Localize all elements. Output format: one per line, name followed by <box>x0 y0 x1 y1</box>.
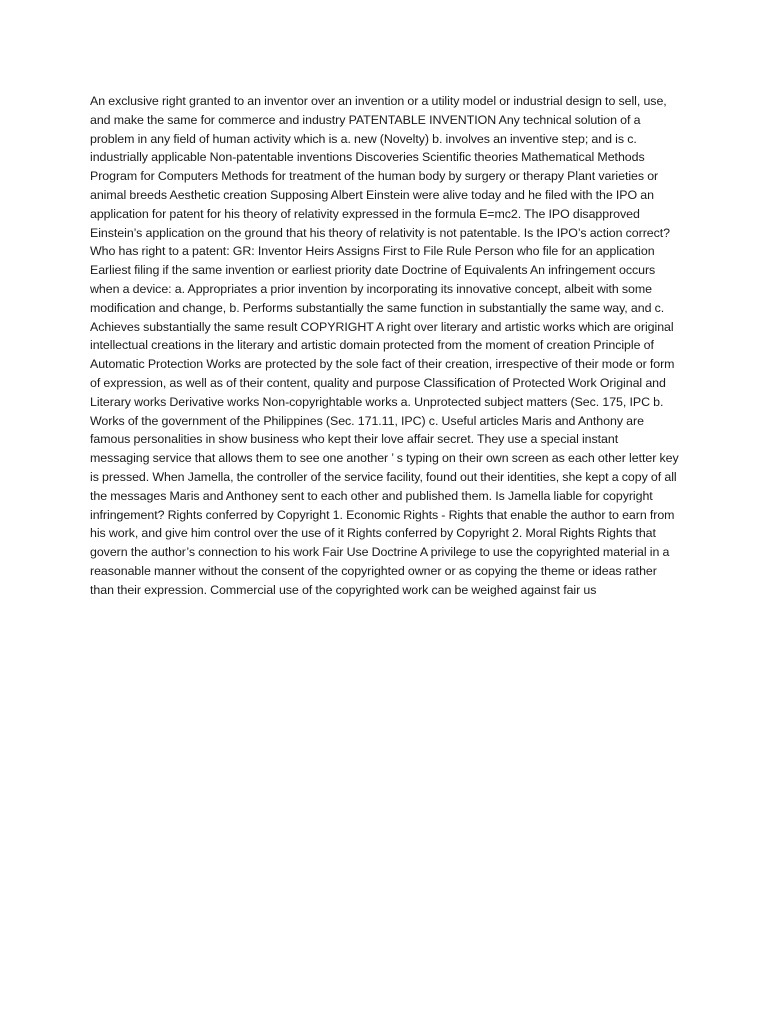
document-body-text: An exclusive right granted to an inventor over an invention or a utility model or industrial design to sell, use, and make the same for commerce and industry PATENTABLE INVENTION Any technical solution of a problem in any field of human activity which is a. new (Novelty) b. involves an inventive step; and is c. industrially applicable Non-patentable inventions Discoveries Scientific theories Mathematical Methods Program for Computers Methods for treatment of the human body by surgery or therapy Plant varieties or animal breeds Aesthetic creation Supposing Albert Einstein were alive today and he filed with the IPO an application for patent for his theory of relativity expressed in the formula E=mc2. The IPO disapproved Einstein’s application on the ground that his theory of relativity is not patentable. Is the IPO’s action correct? Who has right to a patent: GR: Inventor Heirs Assigns First to File Rule Person who file for an application Earliest filing if the same invention or earliest priority date Doctrine of Equivalents An infringement occurs when a device: a. Appropriates a prior invention by incorporating its innovative concept, albeit with some modification and change, b. Performs substantially the same function in substantially the same way, and c. Achieves substantially the same result COPYRIGHT A right over literary and artistic works which are original intellectual creations in the literary and artistic domain protected from the moment of creation Principle of Automatic Protection Works are protected by the sole fact of their creation, irrespective of their mode or form of expression, as well as of their content, quality and purpose Classification of Protected Work Original and Literary works Derivative works Non-copyrightable works a. Unprotected subject matters (Sec. 175, IPC b. Works of the government of the Philippines (Sec. 171.11, IPC) c. Useful articles Maris and Anthony are famous personalities in show business who kept their love affair secret. They use a special instant messaging service that allows them to see one another ’ s typing on their own screen as each other letter key is pressed. When Jamella, the controller of the service facility, found out their identities, she kept a copy of all the messages Maris and Anthoney sent to each other and published them. Is Jamella liable for copyright infringement? Rights conferred by Copyright 1. Economic Rights - Rights that enable the author to earn from his work, and give him control over the use of it Rights conferred by Copyright 2. Moral Rights Rights that govern the author’s connection to his work Fair Use Doctrine A privilege to use the copyrighted material in a reasonable manner without the consent of the copyrighted owner or as copying the theme or ideas rather than their expression. Commercial use of the copyrighted work can be weighed against fair us <box>90 94 679 597</box>
